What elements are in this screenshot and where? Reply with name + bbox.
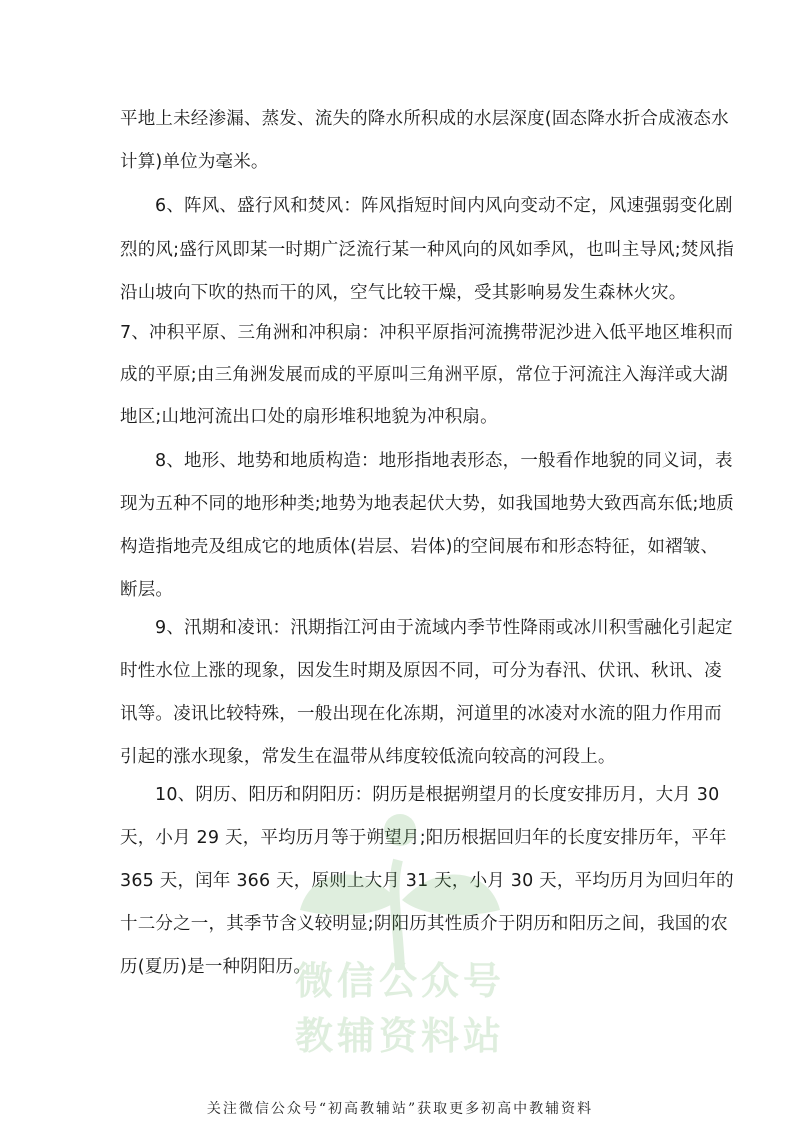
paragraph-10-first-line: 10、阴历、阳历和阴阳历：阴历是根据朔望月的长度安排历月，大月 30 (155, 785, 720, 805)
text-line: 历(夏历)是一种阴阳历。 (120, 957, 312, 977)
text-line: 地区;山地河流出口处的扇形堆积地貌为冲积扇。 (120, 407, 498, 427)
text-line: 构造指地壳及组成它的地质体(岩层、岩体)的空间展布和形态特征，如褶皱、 (120, 537, 719, 557)
paragraph-9-first-line: 9、汛期和凌讯：汛期指江河由于流域内季节性降雨或冰川积雪融化引起定 (155, 618, 733, 638)
text-line: 成的平原;由三角洲发展而成的平原叫三角洲平原，常位于河流注入海洋或大湖 (120, 365, 728, 385)
text-line: 平地上未经渗漏、蒸发、流失的降水所积成的水层深度(固态降水折合成液态水 (120, 109, 729, 129)
watermark (270, 800, 530, 1060)
paragraph-8-first-line: 8、地形、地势和地质构造：地形指地表形态，一般看作地貌的同义词，表 (155, 451, 733, 471)
text-line: 365 天，闰年 366 天，原则上大月 31 天，小月 30 天，平均历月为回归年的 (120, 871, 734, 891)
watermark-line-1: 微信公众号 (294, 959, 505, 1003)
text-line: 烈的风;盛行风即某一时期广泛流行某一种风向的风如季风，也叫主导风;焚风指 (120, 240, 734, 260)
text-line: 断层。 (120, 580, 174, 600)
text-line: 十二分之一，其季节含义较明显;阴阳历其性质介于阴历和阳历之间，我国的农 (120, 914, 728, 934)
text-line: 天，小月 29 天，平均历月等于朔望月;阳历根据回归年的长度安排历年，平年 (120, 828, 727, 848)
text-line: 时性水位上涨的现象，因发生时期及原因不同，可分为春汛、伏讯、秋讯、凌 (120, 661, 722, 681)
text-line: 讯等。凌讯比较特殊，一般出现在化冻期，河道里的冰凌对水流的阻力作用而 (120, 704, 722, 724)
text-line: 引起的涨水现象，常发生在温带从纬度较低流向较高的河段上。 (120, 747, 616, 767)
footer-note: 关注微信公众号“初高教辅站”获取更多初高中教辅资料 (206, 1101, 594, 1117)
text-line: 沿山坡向下吹的热而干的风，空气比较干燥，受其影响易发生森林火灾。 (120, 283, 687, 303)
paragraph-7-first-line: 7、冲积平原、三角洲和冲积扇：冲积平原指河流携带泥沙进入低平地区堆积而 (120, 323, 734, 343)
text-line: 计算)单位为毫米。 (120, 152, 269, 172)
paragraph-6-first-line: 6、阵风、盛行风和焚风：阵风指短时间内风向变动不定，风速强弱变化剧 (155, 196, 733, 216)
text-line: 现为五种不同的地形种类;地势为地表起伏大势，如我国地势大致西高东低;地质 (120, 494, 734, 514)
watermark-line-2: 教辅资料站 (294, 1014, 505, 1058)
